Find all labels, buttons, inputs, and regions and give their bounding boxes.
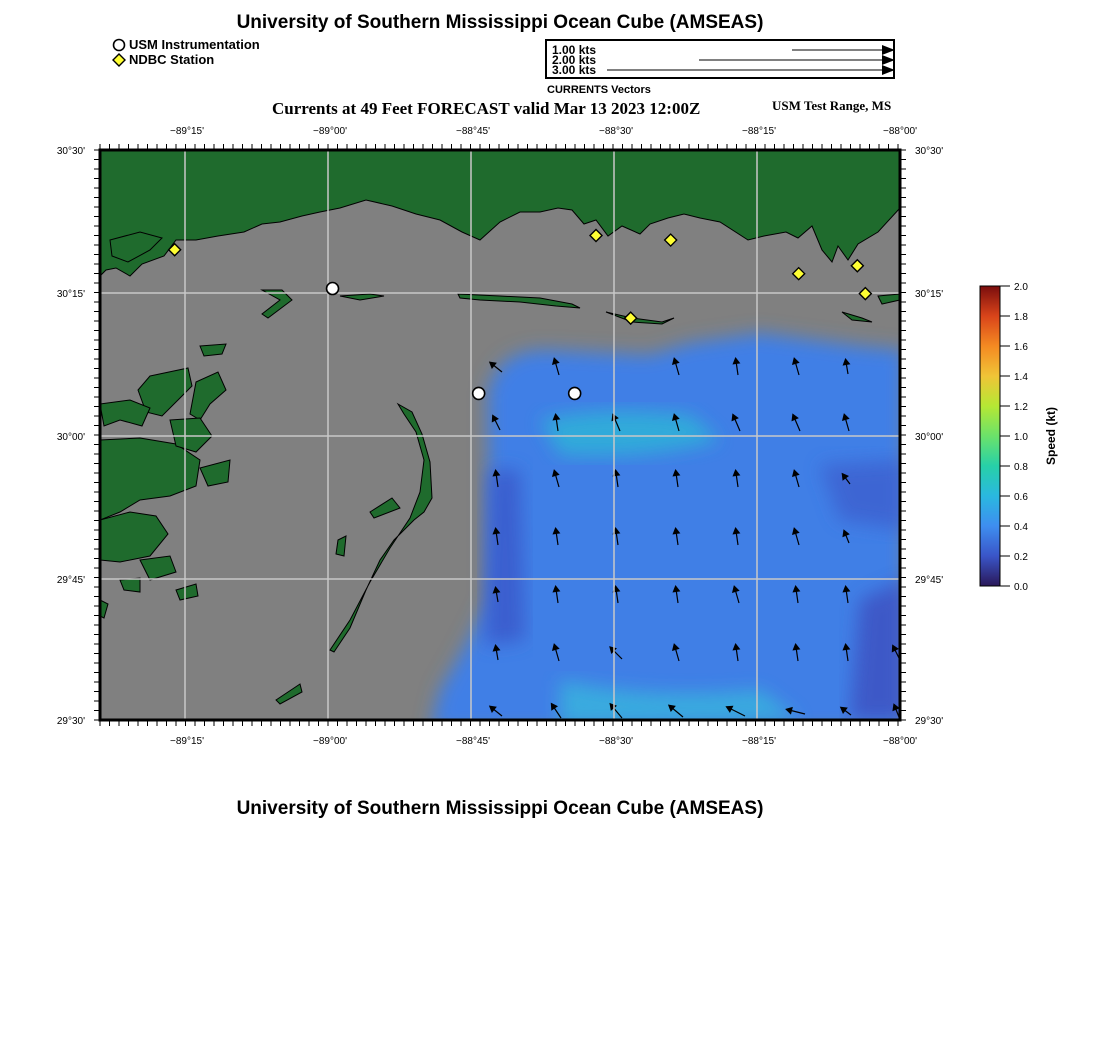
colorbar-label: Speed (kt) <box>1044 406 1058 466</box>
colorbar-tick: 1.0 <box>1014 432 1028 443</box>
legend-usm-label: USM Instrumentation <box>129 37 260 52</box>
lon-label-top: −88°00' <box>883 126 917 137</box>
lon-label-bottom: −88°30' <box>599 736 633 747</box>
vector-scale-1: 1.00 kts <box>552 43 597 57</box>
map-frame-content <box>100 150 905 730</box>
lat-label-left: 29°30' <box>56 716 85 727</box>
lat-label-left: 30°30' <box>56 146 85 157</box>
lat-label-left: 30°15' <box>56 289 85 300</box>
usm-instrument-marker <box>569 387 581 399</box>
lat-label-left: 29°45' <box>56 575 85 586</box>
colorbar-gradient <box>980 286 1000 586</box>
colorbar-tick: 0.6 <box>1014 492 1028 503</box>
current-speed-field <box>430 333 905 730</box>
colorbar-tick: 1.8 <box>1014 312 1028 323</box>
speed-colorbar <box>980 282 1058 593</box>
lon-label-top: −88°45' <box>456 126 490 137</box>
lat-label-right: 30°30' <box>915 146 944 157</box>
colorbar-ticks <box>1000 282 1028 593</box>
vector-scale-2: 2.00 kts <box>552 53 597 67</box>
region-label: USM Test Range, MS <box>772 98 892 113</box>
colorbar-tick: 0.4 <box>1014 522 1028 533</box>
vector-scale-3: 3.00 kts <box>552 63 597 77</box>
lon-label-bottom: −88°45' <box>456 736 490 747</box>
lon-label-top: −89°15' <box>170 126 204 137</box>
colorbar-tick: 1.4 <box>1014 372 1028 383</box>
colorbar-tick: 1.6 <box>1014 342 1028 353</box>
map-subtitle: Currents at 49 Feet FORECAST valid Mar 13 2023 12:00Z <box>272 99 701 118</box>
colorbar-tick: 0.2 <box>1014 552 1028 563</box>
marsh-11 <box>200 344 226 356</box>
colorbar-tick: 2.0 <box>1014 282 1028 293</box>
usm-instrument-marker <box>327 283 339 295</box>
lon-label-top: −88°30' <box>599 126 633 137</box>
lat-label-right: 30°15' <box>915 289 944 300</box>
legend-ndbc-label: NDBC Station <box>129 52 215 67</box>
lon-label-bottom: −88°00' <box>883 736 917 747</box>
lon-label-top: −89°00' <box>313 126 347 137</box>
lat-label-right: 29°30' <box>915 716 944 727</box>
lon-label-bottom: −88°15' <box>742 736 776 747</box>
footer-title: University of Southern Mississippi Ocean Cube (AMSEAS) <box>236 798 764 819</box>
page-title: University of Southern Mississippi Ocean Cube (AMSEAS) <box>236 12 764 33</box>
colorbar-tick: 0.8 <box>1014 462 1028 473</box>
lon-label-bottom: −89°00' <box>313 736 347 747</box>
lon-label-bottom: −89°15' <box>170 736 204 747</box>
lat-label-right: 29°45' <box>915 575 944 586</box>
usm-instrument-marker <box>473 387 485 399</box>
lat-label-left: 30°00' <box>56 432 85 443</box>
colorbar-tick: 0.0 <box>1014 582 1028 593</box>
vector-caption: CURRENTS Vectors <box>547 84 651 96</box>
lon-label-top: −88°15' <box>742 126 776 137</box>
lat-label-right: 30°00' <box>915 432 944 443</box>
colorbar-tick: 1.2 <box>1014 402 1028 413</box>
